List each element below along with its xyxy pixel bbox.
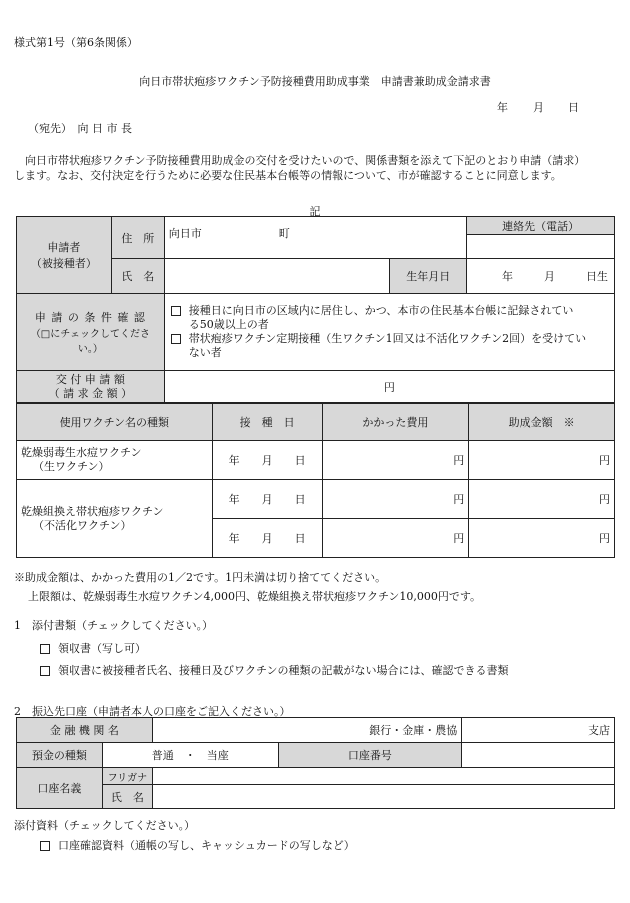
header-vaccine-name: 使用ワクチン名の種類 bbox=[17, 404, 213, 441]
inactivated-vaccine-name-line2: （不活化ワクチン） bbox=[33, 518, 132, 532]
header-vaccination-date: 接 種 日 bbox=[212, 404, 322, 441]
date-day: 日 bbox=[294, 493, 306, 506]
live-grant-field[interactable] bbox=[469, 441, 615, 480]
conditions-label bbox=[17, 294, 165, 371]
docs-item-1[interactable] bbox=[40, 837, 355, 853]
live-date-field[interactable] bbox=[212, 441, 322, 480]
name-field[interactable] bbox=[164, 259, 390, 294]
date-year: 年 bbox=[228, 493, 240, 506]
date-year: 年 bbox=[228, 454, 240, 467]
branch-field[interactable] bbox=[462, 718, 615, 743]
applicant-label-line1: 申請者 bbox=[47, 241, 81, 254]
date-month-label: 月 bbox=[533, 101, 544, 114]
condition-2-checkbox[interactable] bbox=[171, 334, 181, 344]
condition-2-line2: ない者 bbox=[188, 346, 222, 359]
grant-request-label-line1: 交 付 申 請 額 bbox=[55, 372, 125, 386]
docs-heading: 添付資料（チェックしてください。） bbox=[14, 819, 196, 832]
furigana-field[interactable] bbox=[152, 768, 614, 785]
condition-1-checkbox[interactable] bbox=[171, 306, 181, 316]
birth-day-label: 日生 bbox=[586, 270, 608, 283]
live-vaccine-name bbox=[17, 441, 213, 480]
holder-name-label: 氏 名 bbox=[102, 785, 152, 809]
applicant-label-line2: （被接種者） bbox=[30, 257, 97, 270]
attachment-2-checkbox[interactable] bbox=[40, 666, 50, 676]
conditions-list bbox=[164, 294, 614, 371]
birth-year-label: 年 bbox=[502, 270, 513, 283]
institution-label: 金 融 機 関 名 bbox=[17, 718, 153, 743]
address-field[interactable] bbox=[164, 217, 466, 259]
attachment-item-2[interactable] bbox=[40, 662, 508, 678]
attachments-heading: 1 添付書類（チェックしてください。） bbox=[14, 619, 214, 632]
inactivated-cost-field-1[interactable] bbox=[322, 480, 469, 519]
holder-name-field[interactable] bbox=[152, 785, 614, 809]
date-month: 月 bbox=[261, 454, 273, 467]
yen-unit: 円 bbox=[453, 493, 465, 506]
branch-label: 支店 bbox=[588, 724, 610, 737]
furigana-label: フリガナ bbox=[102, 768, 152, 785]
attachment-2-label: 領収書に被接種者氏名、接種日及びワクチンの種類の記載がない場合には、確認できる書類 bbox=[58, 664, 509, 677]
yen-unit: 円 bbox=[453, 454, 465, 467]
grant-request-field[interactable] bbox=[164, 371, 614, 403]
condition-1-line1: 接種日に向日市の区域内に居住し、かつ、本市の住民基本台帳に記録されてい bbox=[188, 304, 574, 317]
date-month: 月 bbox=[261, 532, 273, 545]
attachment-item-1[interactable] bbox=[40, 640, 146, 656]
birth-month-label: 月 bbox=[544, 270, 555, 283]
yen-unit: 円 bbox=[453, 532, 465, 545]
grant-request-unit: 円 bbox=[383, 380, 395, 394]
institution-types: 銀行・金庫・農協 bbox=[369, 724, 458, 737]
bank-table bbox=[16, 717, 615, 809]
note-line-1: ※助成金額は、かかった費用の1／2です。1円未満は切り捨ててください。 bbox=[14, 571, 387, 584]
vaccine-table bbox=[16, 403, 615, 558]
contact-field[interactable] bbox=[467, 235, 615, 259]
account-number-label: 口座番号 bbox=[278, 743, 462, 768]
grant-request-label-line2: （ 請 求 金 額 ） bbox=[48, 386, 133, 400]
inactivated-date-field-1[interactable] bbox=[212, 480, 322, 519]
inactivated-date-field-2[interactable] bbox=[212, 519, 322, 558]
inactivated-grant-field-2[interactable] bbox=[469, 519, 615, 558]
deposit-type-options[interactable]: 普通 ・ 当座 bbox=[102, 743, 278, 768]
note-line-2: 上限額は、乾燥弱毒生水痘ワクチン4,000円、乾燥組換え帯状疱疹ワクチン10,000円です。 bbox=[28, 590, 481, 603]
docs-1-label: 口座確認資料（通帳の写し、キャッシュカードの写しなど） bbox=[58, 839, 355, 852]
contact-label: 連絡先（電話） bbox=[467, 217, 615, 235]
account-number-field[interactable] bbox=[462, 743, 615, 768]
yen-unit: 円 bbox=[599, 493, 610, 506]
address-city: 向日市 bbox=[168, 227, 202, 240]
form-number: 様式第1号（第6条関係） bbox=[14, 36, 138, 49]
condition-1-line2: る50歳以上の者 bbox=[188, 318, 269, 331]
address-town: 町 bbox=[278, 227, 290, 240]
birth-date-field[interactable] bbox=[467, 259, 615, 294]
intro-line-1: 向日市帯状疱疹ワクチン予防接種費用助成金の交付を受けたいので、関係書類を添えて下記のとおり申請（請求） bbox=[14, 154, 586, 167]
applicant-label bbox=[17, 217, 112, 294]
date-year-label: 年 bbox=[497, 101, 508, 114]
account-holder-label: 口座名義 bbox=[17, 768, 103, 809]
bank-heading: 2 振込先口座（申請者本人の口座をご記入ください。） bbox=[14, 705, 291, 718]
docs-1-checkbox[interactable] bbox=[40, 841, 50, 851]
attachment-1-label: 領収書（写し可） bbox=[58, 642, 146, 655]
institution-field[interactable] bbox=[152, 718, 461, 743]
live-vaccine-name-line1: 乾燥弱毒生水痘ワクチン bbox=[21, 446, 142, 459]
address-label: 住 所 bbox=[111, 217, 164, 259]
deposit-type-label: 預金の種類 bbox=[17, 743, 103, 768]
conditions-label-line1: 申 請 の 条 件 確 認 bbox=[34, 311, 146, 324]
grant-request-label bbox=[17, 371, 165, 403]
ki-label: 記 bbox=[309, 205, 321, 218]
yen-unit: 円 bbox=[599, 532, 610, 545]
name-label: 氏 名 bbox=[111, 259, 164, 294]
inactivated-vaccine-name bbox=[17, 480, 213, 558]
date-day: 日 bbox=[294, 532, 306, 545]
header-cost: かかった費用 bbox=[322, 404, 469, 441]
live-vaccine-name-line2: （生ワクチン） bbox=[33, 460, 110, 473]
yen-unit: 円 bbox=[599, 454, 610, 467]
addressee: （宛先） 向 日 市 長 bbox=[28, 122, 132, 135]
attachment-1-checkbox[interactable] bbox=[40, 644, 50, 654]
date-day: 日 bbox=[294, 454, 306, 467]
date-month: 月 bbox=[261, 493, 273, 506]
inactivated-vaccine-name-line1: 乾燥組換え帯状疱疹ワクチン bbox=[21, 504, 164, 518]
intro-line-2: します。なお、交付決定を行うために必要な住民基本台帳等の情報について、市が確認することに同意します。 bbox=[14, 169, 562, 182]
date-day-label: 日 bbox=[568, 101, 579, 114]
condition-2-line1: 帯状疱疹ワクチン定期接種（生ワクチン1回又は不活化ワクチン2回）を受けてい bbox=[188, 332, 587, 345]
document-title: 向日市帯状疱疹ワクチン予防接種費用助成事業 申請書兼助成金請求書 bbox=[139, 75, 491, 88]
date-year: 年 bbox=[228, 532, 240, 545]
inactivated-cost-field-2[interactable] bbox=[322, 519, 469, 558]
condition-2[interactable] bbox=[171, 332, 610, 346]
inactivated-grant-field-1[interactable] bbox=[469, 480, 615, 519]
header-grant-amount: 助成金額 ※ bbox=[469, 404, 615, 441]
applicant-table bbox=[16, 216, 615, 403]
condition-1[interactable] bbox=[171, 304, 610, 318]
conditions-label-line2: （□にチェックしてください。） bbox=[30, 329, 150, 355]
live-cost-field[interactable] bbox=[322, 441, 469, 480]
birth-label: 生年月日 bbox=[390, 259, 467, 294]
